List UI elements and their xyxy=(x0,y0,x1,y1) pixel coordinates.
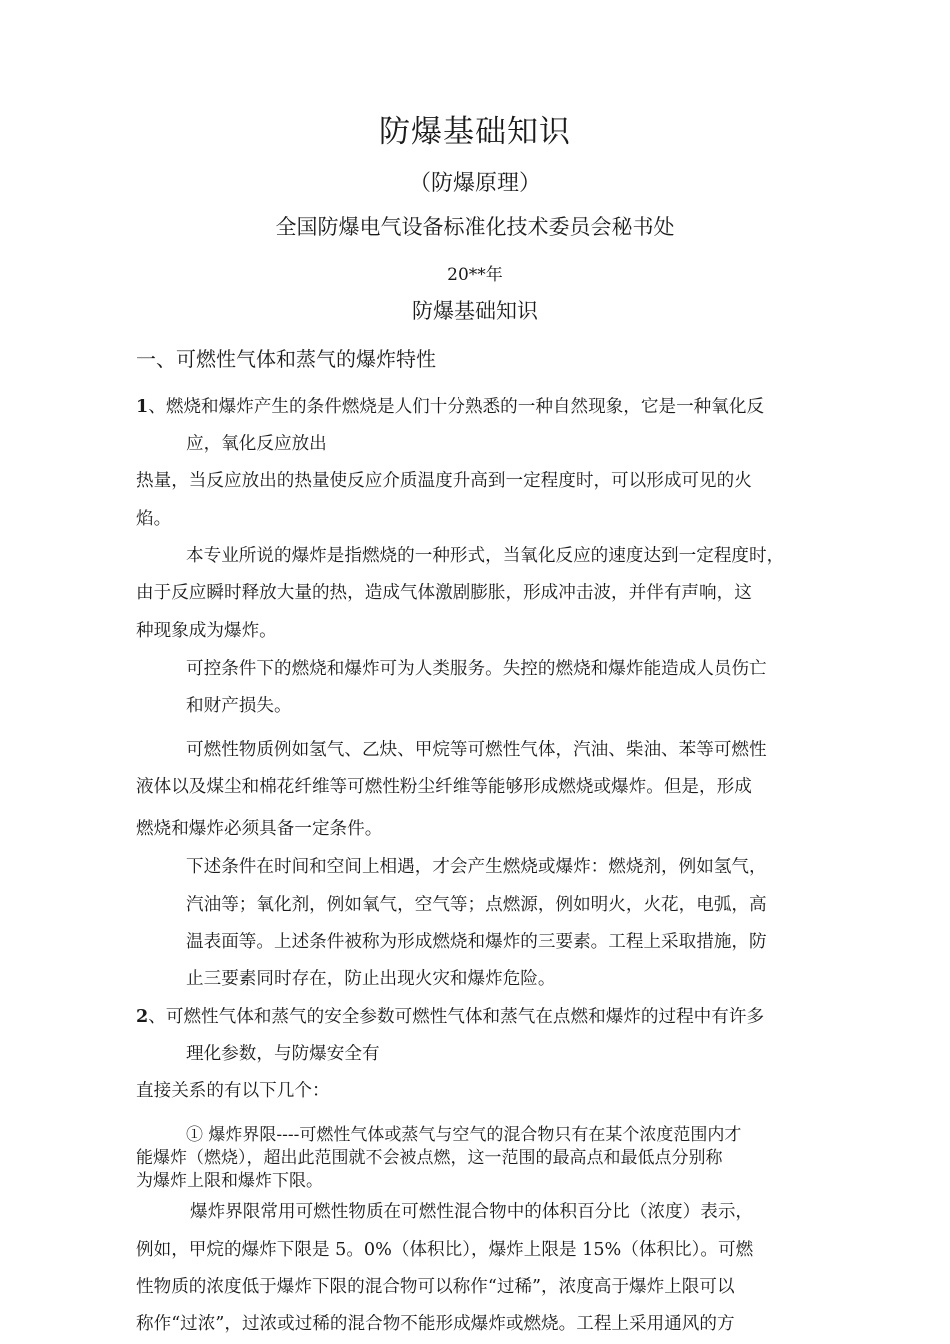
paragraph-line: 直接关系的有以下几个： xyxy=(136,1081,330,1101)
paragraph-line: 爆炸界限常用可燃性物质在可燃性混合物中的体积百分比（浓度）表示， xyxy=(190,1202,754,1222)
paragraph-line: 应，氧化反应放出 xyxy=(186,434,327,454)
document-title-repeat: 防爆基础知识 xyxy=(412,299,538,323)
paragraph-line: ① 爆炸界限----可燃性气体或蒸气与空气的混合物只有在某个浓度范围内才 xyxy=(186,1125,742,1145)
paragraph-line: 可控条件下的燃烧和爆炸可为人类服务。失控的燃烧和爆炸能造成人员伤亡 xyxy=(186,659,767,679)
paragraph-line: 可燃性物质例如氢气、乙炔、甲烷等可燃性气体，汽油、柴油、苯等可燃性 xyxy=(186,740,767,760)
paragraph-line: 温表面等。上述条件被称为形成燃烧和爆炸的三要素。工程上采取措施，防 xyxy=(186,932,767,952)
section-heading: 一、可燃性气体和蒸气的爆炸特性 xyxy=(136,347,436,371)
item-number: 1 xyxy=(136,396,149,417)
item-number: 2 xyxy=(136,1006,149,1027)
document-year: 20**年 xyxy=(447,265,503,285)
paragraph-line: 燃烧和爆炸必须具备一定条件。 xyxy=(136,819,383,839)
paragraph-line: 和财产损失。 xyxy=(186,696,292,716)
paragraph-line: 本专业所说的爆炸是指燃烧的一种形式，当氧化反应的速度达到一定程度时， xyxy=(186,546,785,566)
paragraph-line: 2、可燃性气体和蒸气的安全参数可燃性气体和蒸气在点燃和爆炸的过程中有许多 xyxy=(136,1006,765,1027)
paragraph-line: 焰。 xyxy=(136,509,172,529)
paragraph-line: 性物质的浓度低于爆炸下限的混合物可以称作“过稀”，浓度高于爆炸上限可以 xyxy=(136,1277,735,1297)
paragraph-line: 汽油等；氧化剂，例如氧气，空气等；点燃源，例如明火，火花，电弧，高 xyxy=(186,895,767,915)
paragraph-line: 理化参数，与防爆安全有 xyxy=(186,1044,380,1064)
paragraph-line: 1、燃烧和爆炸产生的条件燃烧是人们十分熟悉的一种自然现象，它是一种氧化反 xyxy=(136,396,765,417)
organization-name: 全国防爆电气设备标准化技术委员会秘书处 xyxy=(275,215,675,239)
paragraph-line: 下述条件在时间和空间上相遇，才会产生燃烧或爆炸：燃烧剂，例如氢气， xyxy=(186,857,767,877)
paragraph-line: 由于反应瞬时释放大量的热，造成气体激剧膨胀，形成冲击波，并伴有声响，这 xyxy=(136,583,752,603)
paragraph-line: 止三要素同时存在，防止出现火灾和爆炸危险。 xyxy=(186,969,556,989)
paragraph-line: 种现象成为爆炸。 xyxy=(136,621,277,641)
document-subtitle: （防爆原理） xyxy=(408,171,541,196)
paragraph-line: 液体以及煤尘和棉花纤维等可燃性粉尘纤维等能够形成燃烧或爆炸。但是，形成 xyxy=(136,777,752,797)
document-title: 防爆基础知识 xyxy=(379,114,571,150)
paragraph-line: 为爆炸上限和爆炸下限。 xyxy=(136,1171,323,1191)
paragraph-line: 称作“过浓”，过浓或过稀的混合物不能形成爆炸或燃烧。工程上采用通风的方 xyxy=(136,1314,735,1334)
paragraph-line: 能爆炸（燃烧），超出此范围就不会被点燃，这一范围的最高点和最低点分别称 xyxy=(136,1148,723,1168)
paragraph-line: 热量，当反应放出的热量使反应介质温度升高到一定程度时，可以形成可见的火 xyxy=(136,471,752,491)
paragraph-line: 例如，甲烷的爆炸下限是 5。0%（体积比），爆炸上限是 15%（体积比）。可燃 xyxy=(136,1240,754,1260)
